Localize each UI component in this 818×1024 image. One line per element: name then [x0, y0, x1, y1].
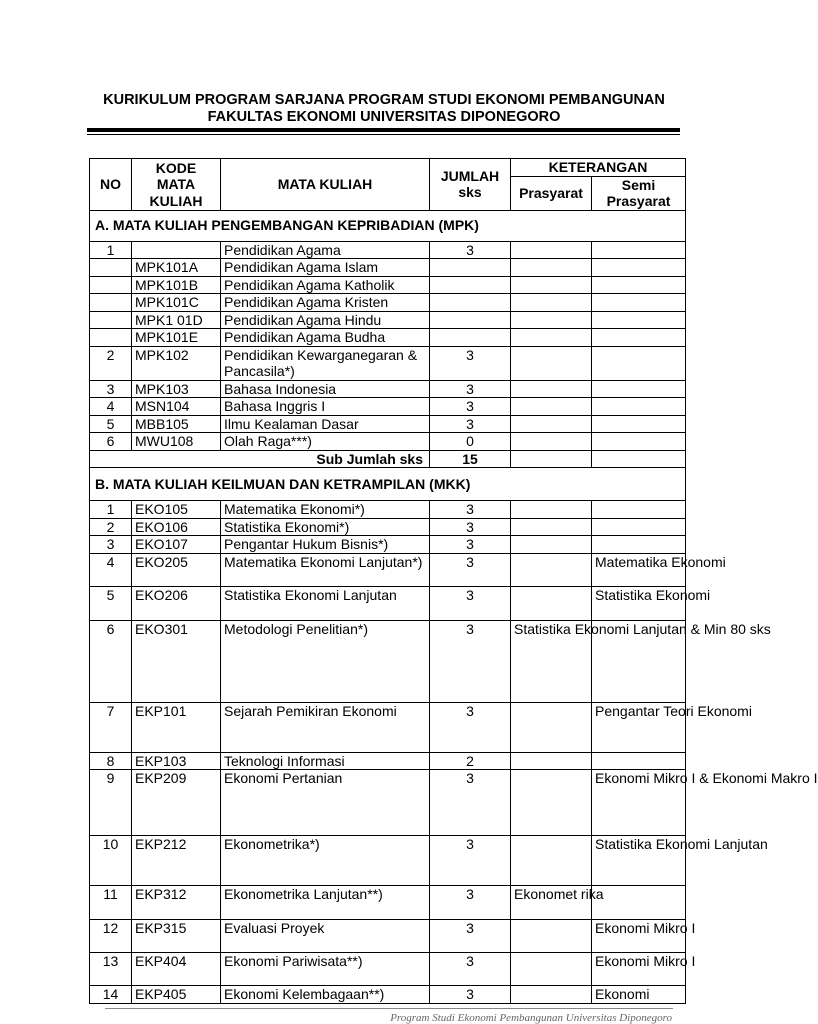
- cell-semi-prasyarat: [592, 241, 686, 259]
- cell-prasyarat: [511, 586, 592, 620]
- cell-semi-prasyarat: [592, 276, 686, 294]
- cell-sks: 3: [430, 620, 511, 702]
- cell-prasyarat: Statistika Ekonomi Lanjutan & Min 80 sks: [511, 620, 592, 702]
- cell-sks: 3: [430, 836, 511, 886]
- cell-kode: MPK101B: [132, 276, 221, 294]
- cell-mata-kuliah: Bahasa Inggris I: [221, 398, 430, 416]
- cell-kode: EKP312: [132, 886, 221, 920]
- cell-semi-prasyarat: [592, 259, 686, 277]
- table-row: [90, 702, 686, 752]
- cell-kode: MPK1 01D: [132, 311, 221, 329]
- cell-kode: MSN104: [132, 398, 221, 416]
- subtotal-row: [90, 450, 686, 468]
- cell-kode: EKP212: [132, 836, 221, 886]
- cell-prasyarat: [511, 770, 592, 836]
- cell-sks: 3: [430, 702, 511, 752]
- cell-prasyarat: [511, 294, 592, 312]
- cell-semi-prasyarat: Ekonomi Mikro I: [592, 920, 686, 953]
- cell-sks: 3: [430, 501, 511, 519]
- cell-semi-prasyarat: Statistika Ekonomi Lanjutan: [592, 836, 686, 886]
- table-row: [90, 518, 686, 536]
- table-row: [90, 380, 686, 398]
- cell-no: 12: [90, 920, 132, 953]
- table-row: [90, 920, 686, 953]
- table-row: [90, 398, 686, 416]
- cell-kode: MBB105: [132, 415, 221, 433]
- cell-kode: EKP103: [132, 752, 221, 770]
- cell-semi-prasyarat: Ekonomi Mikro I: [592, 953, 686, 986]
- cell-mata-kuliah: Pendidikan Agama Katholik: [221, 276, 430, 294]
- table-row: [90, 886, 686, 920]
- cell-no: [90, 329, 132, 347]
- cell-sks: 3: [430, 986, 511, 1004]
- cell-sks: 3: [430, 770, 511, 836]
- cell-mata-kuliah: Pendidikan Agama: [221, 241, 430, 259]
- cell-kode: MPK101C: [132, 294, 221, 312]
- cell-semi-prasyarat: Ekonomi: [592, 986, 686, 1004]
- table-row: [90, 752, 686, 770]
- cell-prasyarat: [511, 752, 592, 770]
- cell-no: 10: [90, 836, 132, 886]
- cell-no: 5: [90, 415, 132, 433]
- cell-kode: [132, 241, 221, 259]
- cell-sks: [430, 311, 511, 329]
- cell-semi-prasyarat: [592, 415, 686, 433]
- cell-semi-prasyarat: [592, 398, 686, 416]
- subtotal-value: 15: [430, 450, 511, 468]
- cell-prasyarat: [511, 536, 592, 554]
- cell-kode: EKP315: [132, 920, 221, 953]
- header-no: NO: [90, 159, 132, 211]
- cell-sks: 3: [430, 886, 511, 920]
- cell-kode: MPK101E: [132, 329, 221, 347]
- cell-semi-prasyarat: [592, 311, 686, 329]
- cell-mata-kuliah: Statistika Ekonomi Lanjutan: [221, 586, 430, 620]
- cell-no: 2: [90, 346, 132, 380]
- cell-semi-prasyarat: [592, 329, 686, 347]
- cell-sks: 3: [430, 398, 511, 416]
- cell-sks: 3: [430, 953, 511, 986]
- cell-semi-prasyarat: [592, 752, 686, 770]
- cell-mata-kuliah: Pendidikan Agama Budha: [221, 329, 430, 347]
- cell-prasyarat: [511, 311, 592, 329]
- cell-sks: 3: [430, 920, 511, 953]
- cell-sks: [430, 259, 511, 277]
- table-row: [90, 986, 686, 1004]
- cell-prasyarat: [511, 953, 592, 986]
- cell-mata-kuliah: Ekonometrika*): [221, 836, 430, 886]
- cell-prasyarat: [511, 433, 592, 451]
- footer-text: Program Studi Ekonomi Pembangunan Universitas Diponegoro: [390, 1012, 672, 1024]
- cell-no: 6: [90, 433, 132, 451]
- header-keterangan: KETERANGAN: [511, 159, 686, 177]
- cell-no: 14: [90, 986, 132, 1004]
- cell-no: [90, 294, 132, 312]
- cell-prasyarat: [511, 329, 592, 347]
- section-b-title: B. MATA KULIAH KEILMUAN DAN KETRAMPILAN (MKK): [90, 468, 686, 501]
- cell-mata-kuliah: Pengantar Hukum Bisnis*): [221, 536, 430, 554]
- table-row: [90, 433, 686, 451]
- cell-kode: EKO105: [132, 501, 221, 519]
- header-kode: KODE MATA KULIAH: [132, 159, 221, 211]
- cell-semi-prasyarat: [592, 294, 686, 312]
- cell-mata-kuliah: Olah Raga***): [221, 433, 430, 451]
- cell-mata-kuliah: Pendidikan Agama Kristen: [221, 294, 430, 312]
- cell-no: 1: [90, 241, 132, 259]
- table-row: [90, 276, 686, 294]
- table-row: [90, 836, 686, 886]
- cell-sks: 3: [430, 553, 511, 586]
- cell-mata-kuliah: Teknologi Informasi: [221, 752, 430, 770]
- cell-sks: 3: [430, 380, 511, 398]
- cell-prasyarat: [511, 259, 592, 277]
- cell-kode: EKP405: [132, 986, 221, 1004]
- document-subtitle: FAKULTAS EKONOMI UNIVERSITAS DIPONEGORO: [207, 109, 561, 125]
- cell-sks: 3: [430, 346, 511, 380]
- cell-mata-kuliah: Pendidikan Agama Islam: [221, 259, 430, 277]
- cell-sks: [430, 276, 511, 294]
- table-row: [90, 553, 686, 586]
- cell-kode: MPK103: [132, 380, 221, 398]
- cell-prasyarat: [511, 501, 592, 519]
- curriculum-table: [89, 158, 818, 1004]
- table-row: [90, 241, 686, 259]
- cell-kode: EKO107: [132, 536, 221, 554]
- cell-kode: EKP209: [132, 770, 221, 836]
- cell-no: 13: [90, 953, 132, 986]
- document-title: KURIKULUM PROGRAM SARJANA PROGRAM STUDI EKONOMI PEMBANGUNAN: [103, 92, 665, 108]
- cell-prasyarat: [511, 276, 592, 294]
- title-rule-thick: [87, 128, 680, 132]
- cell-kode: EKO301: [132, 620, 221, 702]
- cell-sks: 3: [430, 518, 511, 536]
- table-row: [90, 329, 686, 347]
- cell-prasyarat: [511, 518, 592, 536]
- cell-mata-kuliah: Statistika Ekonomi*): [221, 518, 430, 536]
- cell-prasyarat: [511, 920, 592, 953]
- cell-no: 11: [90, 886, 132, 920]
- table-row: [90, 536, 686, 554]
- cell-prasyarat: [511, 346, 592, 380]
- cell-kode: EKP404: [132, 953, 221, 986]
- table-row: [90, 294, 686, 312]
- title-rule-thin: [87, 134, 680, 135]
- cell-prasyarat: [511, 702, 592, 752]
- section-a-title: A. MATA KULIAH PENGEMBANGAN KEPRIBADIAN (MPK): [90, 210, 686, 241]
- cell-sks: [430, 294, 511, 312]
- cell-mata-kuliah: Ekonomi Pertanian: [221, 770, 430, 836]
- cell-kode: EKP101: [132, 702, 221, 752]
- cell-sks: 2: [430, 752, 511, 770]
- header-mata-kuliah: MATA KULIAH: [221, 159, 430, 211]
- cell-prasyarat: [511, 553, 592, 586]
- cell-no: 7: [90, 702, 132, 752]
- cell-semi-prasyarat: [592, 501, 686, 519]
- cell-mata-kuliah: Metodologi Penelitian*): [221, 620, 430, 702]
- table-row: [90, 770, 686, 836]
- table-row: [90, 259, 686, 277]
- cell-no: 6: [90, 620, 132, 702]
- header-semi-prasyarat: Semi Prasyarat: [592, 176, 686, 210]
- cell-mata-kuliah: Ekonometrika Lanjutan**): [221, 886, 430, 920]
- cell-semi-prasyarat: [592, 433, 686, 451]
- cell-prasyarat: [511, 380, 592, 398]
- cell-no: 4: [90, 553, 132, 586]
- table-row: [90, 586, 686, 620]
- cell-semi-prasyarat: Pengantar Teori Ekonomi: [592, 702, 686, 752]
- cell-semi-prasyarat: Statistika Ekonomi: [592, 586, 686, 620]
- cell-semi-prasyarat: [592, 518, 686, 536]
- table-row: [90, 415, 686, 433]
- cell-mata-kuliah: Evaluasi Proyek: [221, 920, 430, 953]
- cell-no: 9: [90, 770, 132, 836]
- cell-sks: [430, 329, 511, 347]
- cell-no: 3: [90, 380, 132, 398]
- cell-no: [90, 259, 132, 277]
- table-row: [90, 346, 686, 380]
- cell-kode: EKO106: [132, 518, 221, 536]
- cell-kode: EKO206: [132, 586, 221, 620]
- cell-kode: EKO205: [132, 553, 221, 586]
- cell-sks: 3: [430, 241, 511, 259]
- cell-kode: MWU108: [132, 433, 221, 451]
- table-row: [90, 501, 686, 519]
- cell-no: [90, 311, 132, 329]
- cell-mata-kuliah: Pendidikan Agama Hindu: [221, 311, 430, 329]
- cell-prasyarat: Ekonomet rika: [511, 886, 592, 920]
- cell-mata-kuliah: Matematika Ekonomi Lanjutan*): [221, 553, 430, 586]
- cell-mata-kuliah: Ekonomi Pariwisata**): [221, 953, 430, 986]
- cell-semi-prasyarat: [592, 886, 686, 920]
- cell-mata-kuliah: Pendidikan Kewarganegaran & Pancasila*): [221, 346, 430, 380]
- cell-mata-kuliah: Matematika Ekonomi*): [221, 501, 430, 519]
- cell-sks: 3: [430, 586, 511, 620]
- subtotal-label: Sub Jumlah sks: [90, 450, 430, 468]
- cell-mata-kuliah: Ilmu Kealaman Dasar: [221, 415, 430, 433]
- cell-no: 8: [90, 752, 132, 770]
- cell-semi-prasyarat: [592, 380, 686, 398]
- cell-mata-kuliah: Bahasa Indonesia: [221, 380, 430, 398]
- cell-prasyarat: [511, 398, 592, 416]
- cell-prasyarat: [511, 415, 592, 433]
- header-prasyarat: Prasyarat: [511, 176, 592, 210]
- cell-no: 1: [90, 501, 132, 519]
- cell-semi-prasyarat: Matematika Ekonomi: [592, 553, 686, 586]
- cell-mata-kuliah: Sejarah Pemikiran Ekonomi: [221, 702, 430, 752]
- cell-semi-prasyarat: Ekonomi Mikro I & Ekonomi Makro I: [592, 770, 686, 836]
- cell-sks: 0: [430, 433, 511, 451]
- cell-mata-kuliah: Ekonomi Kelembagaan**): [221, 986, 430, 1004]
- cell-semi-prasyarat: [592, 346, 686, 380]
- cell-no: 2: [90, 518, 132, 536]
- cell-prasyarat: [511, 241, 592, 259]
- cell-no: 4: [90, 398, 132, 416]
- cell-no: [90, 276, 132, 294]
- cell-sks: 3: [430, 536, 511, 554]
- cell-sks: 3: [430, 415, 511, 433]
- cell-semi-prasyarat: [592, 536, 686, 554]
- cell-kode: MPK102: [132, 346, 221, 380]
- cell-kode: MPK101A: [132, 259, 221, 277]
- table-row: [90, 953, 686, 986]
- table-row: [90, 620, 686, 702]
- cell-prasyarat: [511, 836, 592, 886]
- cell-prasyarat: [511, 986, 592, 1004]
- cell-no: 5: [90, 586, 132, 620]
- table-row: [90, 311, 686, 329]
- footer-rule: [105, 1008, 673, 1009]
- cell-no: 3: [90, 536, 132, 554]
- header-jumlah-sks: JUMLAH sks: [430, 159, 511, 211]
